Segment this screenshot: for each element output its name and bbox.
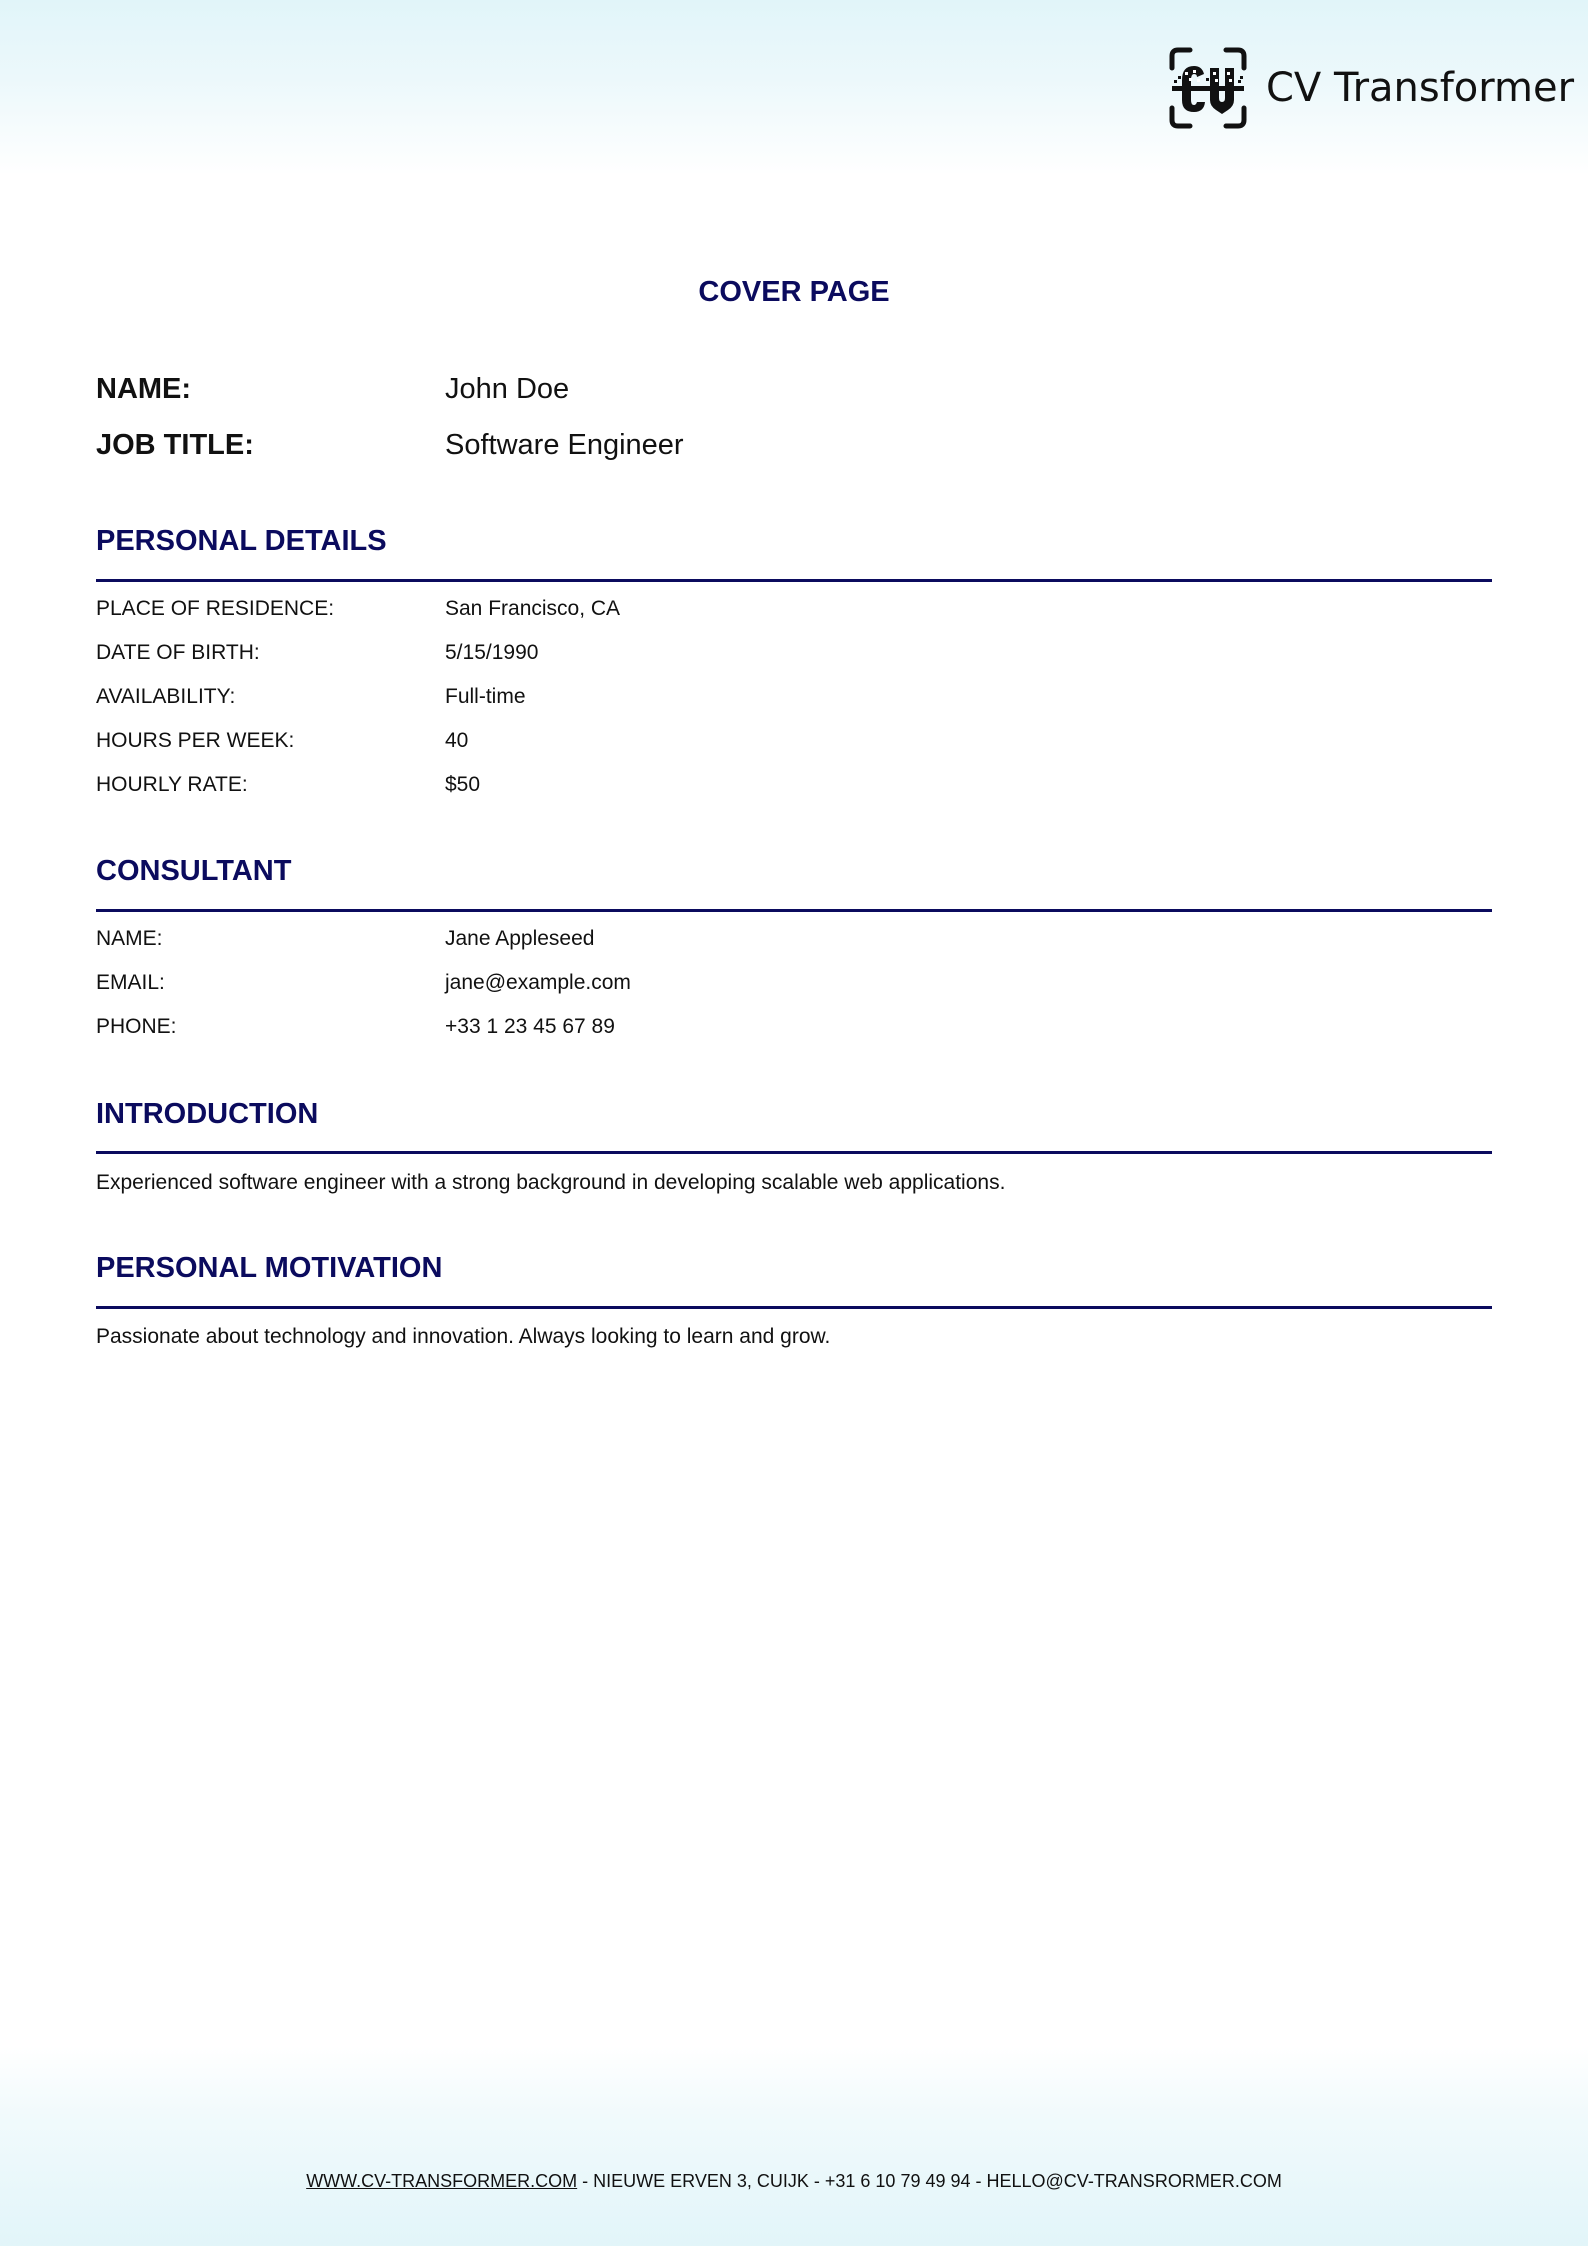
consultant-email: jane@example.com — [445, 971, 631, 994]
detail-row — [96, 773, 480, 797]
introduction-text: Experienced software engineer with a strong background in developing scalable web applications. — [96, 1171, 1006, 1194]
detail-label: HOURLY RATE: — [96, 773, 248, 796]
section-title-introduction: INTRODUCTION — [96, 1098, 319, 1130]
section-title-personal-details: PERSONAL DETAILS — [96, 525, 387, 557]
cv-logo-icon — [1166, 46, 1250, 130]
detail-label: HOURS PER WEEK: — [96, 729, 295, 752]
detail-label: PLACE OF RESIDENCE: — [96, 597, 335, 620]
detail-value: 5/15/1990 — [445, 641, 539, 664]
website-link[interactable]: WWW.CV-TRANSFORMER.COM — [306, 2171, 578, 2191]
detail-value: 40 — [445, 729, 469, 752]
cover-name-row — [96, 373, 569, 406]
consultant-row — [96, 971, 631, 995]
detail-value: $50 — [445, 773, 481, 796]
cover-job-title-value: Software Engineer — [445, 429, 684, 461]
brand-name: CV Transformer — [1266, 65, 1575, 111]
consultant-phone: +33 1 23 45 67 89 — [445, 1015, 615, 1038]
cover-job-title-row — [96, 429, 684, 462]
section-title-consultant: CONSULTANT — [96, 855, 292, 887]
page-title: COVER PAGE — [698, 276, 890, 308]
detail-label: DATE OF BIRTH: — [96, 641, 260, 664]
section-divider — [96, 909, 1492, 912]
section-divider — [96, 579, 1492, 582]
section-divider — [96, 1306, 1492, 1309]
detail-row — [96, 597, 620, 621]
personal-motivation-text: Passionate about technology and innovation. Always looking to learn and grow. — [96, 1325, 831, 1348]
cover-job-title-label: JOB TITLE: — [96, 429, 254, 461]
brand-logo — [1166, 46, 1574, 130]
section-title-personal-motivation: PERSONAL MOTIVATION — [96, 1252, 443, 1284]
footer-background — [0, 2046, 1588, 2246]
consultant-label: EMAIL: — [96, 971, 165, 994]
detail-row — [96, 729, 468, 753]
consultant-label: PHONE: — [96, 1015, 177, 1038]
detail-value: San Francisco, CA — [445, 597, 621, 620]
section-divider — [96, 1151, 1492, 1154]
consultant-row — [96, 927, 594, 951]
detail-row — [96, 641, 538, 665]
detail-row — [96, 685, 526, 709]
consultant-row — [96, 1015, 615, 1039]
consultant-label: NAME: — [96, 927, 163, 950]
detail-value: Full-time — [445, 685, 526, 708]
cover-name-value: John Doe — [445, 373, 570, 405]
cover-name-label: NAME: — [96, 373, 192, 405]
consultant-value: Jane Appleseed — [445, 927, 595, 950]
detail-label: AVAILABILITY: — [96, 685, 236, 708]
footer — [0, 2171, 1588, 2192]
footer-contact-info: - NIEUWE ERVEN 3, CUIJK - +31 6 10 79 49 94 - HELLO@CV-TRANSRORMER.COM — [577, 2171, 1282, 2191]
